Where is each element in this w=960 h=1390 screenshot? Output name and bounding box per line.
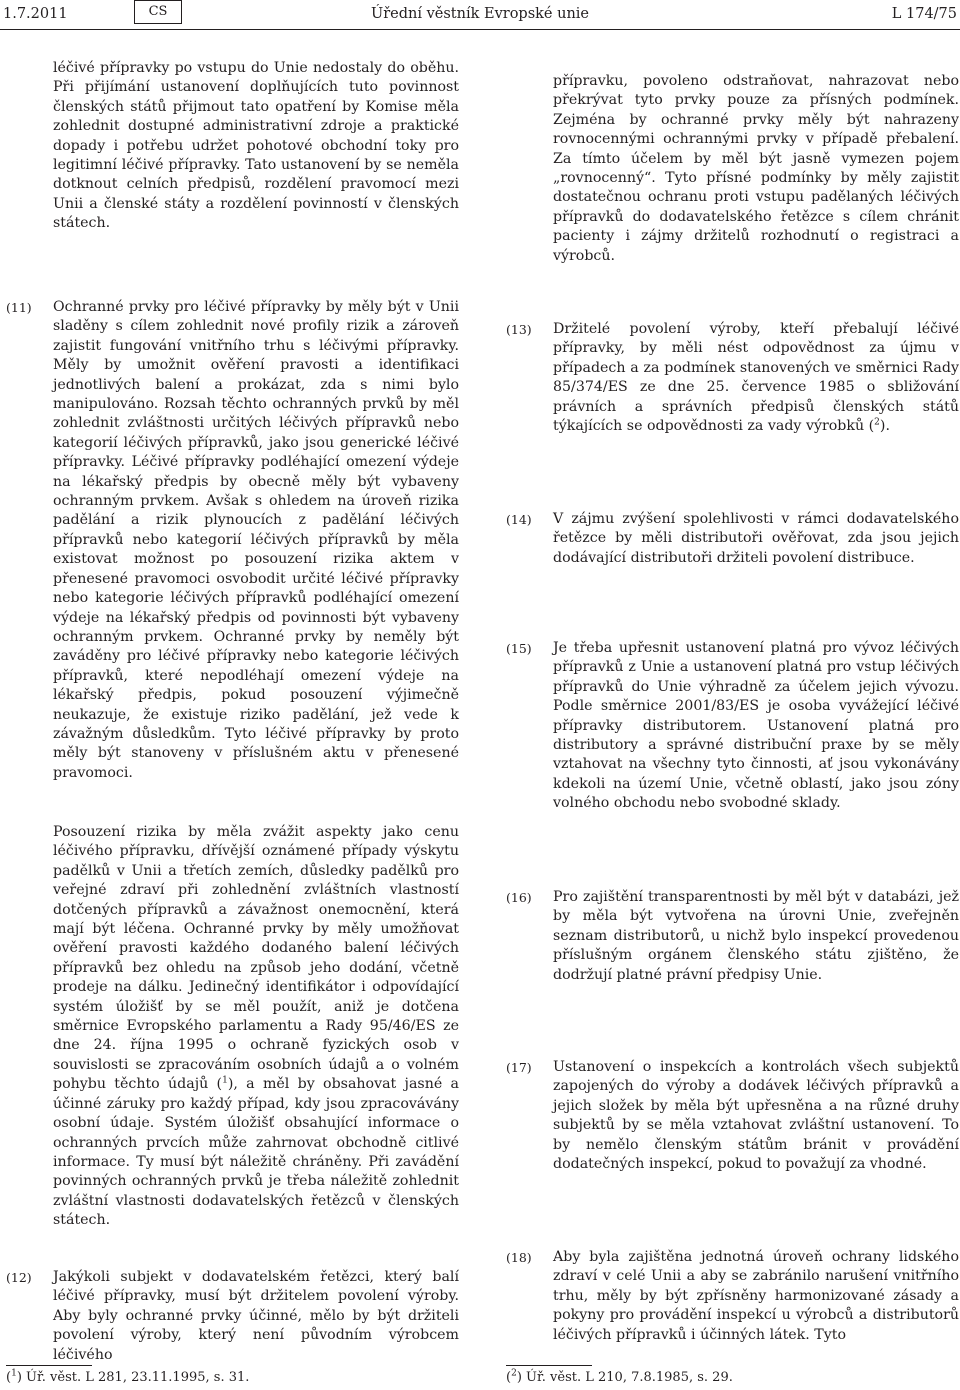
footnote-1-mark: 1 <box>11 1368 17 1379</box>
recital-number-13: (13) <box>506 322 532 337</box>
recital-11-continuation <box>53 823 459 1231</box>
recital-13-part1: Držitelé povolení výroby, kteří přebalují léčivé přípravky, by měli nést odpovědnost za újmu v případech a za podmínek stanovených ve směrnici Rady 85/374/ES ze dne 25. července 1985 o sbližování právních a správních předpisů členských států týkajících se odpovědnosti za vady výrobků ( <box>553 321 959 435</box>
left-continuation-paragraph: léčivé přípravky po vstupu do Unie nedostaly do oběhu. Při přijímání ustanovení doplňujících tuto povinnost členských států přijmout tato opatření by Komise měla zohlednit dostupné administrativní zdroje a praktické dopady i potřebu udržet pohotové obchodní toky pro legitimní léčivé přípravky. Tato ustanovení by se neměla dotknout celních předpisů, rozdělení pravomocí mezi Unii a členské státy a rozdělení povinností v členských státech. <box>53 60 459 232</box>
recital-11-continuation-part2: ), a měl by obsahovat jasné a účinné záruky pro každý případ, kdy jsou zpracovávány osobní údaje. Systém úložišť obsahující informace o ochranných prvcích může zahrnovat obchodně citlivé informace. Ty musí být náležitě chráněny. Při zavádění povinných ochranných prvků je třeba náležitě zohlednit zvláštní vlastnosti dodavatelských řetězců v členských státech. <box>53 1076 459 1229</box>
recital-18-text: Aby byla zajištěna jednotná úroveň ochrany lidského zdraví v celé Unii a aby se zabránilo narušení vnitřního trhu, měly by být zpřísněny harmonizované zásady a pokyny pro provádění inspekcí u výrobců a distributorů léčivých přípravků i účinných látek. Tyto <box>553 1249 959 1343</box>
footnote-1-text: Úř. věst. L 281, 23.11.1995, s. 31. <box>26 1370 250 1385</box>
recital-15-text: Je třeba upřesnit ustanovení platná pro vývoz léčivých přípravků z Unie a ustanovení platná pro vstup léčivých přípravků do Unie výhradně za účelem jejich vývozu. Podle směrnice 2001/83/ES je osoba vyvážející léčivé přípravky distributorem. Ustanovení platná pro distributory a správné distribuční praxe by se měly vztahovat na všechny tyto činnosti, ať jsou vykonávány kdekoli na území Unie, včetně oblastí, jako jsou zóny volného obchodu nebo svobodné sklady. <box>553 640 959 812</box>
recital-number-18: (18) <box>506 1250 532 1265</box>
publication-date: 1.7.2011 <box>3 6 68 22</box>
recital-number-17: (17) <box>506 1060 532 1075</box>
recital-17-text: Ustanovení o inspekcích a kontrolách všech subjektů zapojených do výroby a dodávek léčivých přípravků a jejich složek by měla být upřesněna a na různé druhy subjektů by se měla vztahovat zvláštní ustanovení. To by nemělo členským státům bránit v provádění dodatečných inspekcí, pokud to považují za vhodné. <box>553 1059 959 1173</box>
recital-number-12: (12) <box>6 1270 32 1285</box>
recital-number-16: (16) <box>506 890 532 905</box>
recital-13-part2: ). <box>879 418 890 435</box>
recital-11-text: Ochranné prvky pro léčivé přípravky by měly být v Unii sladěny s cílem zohlednit nové profily rizik a zároveň zajistit fungování vnitřního trhu s léčivými přípravky. Měly by umožnit ověření pravosti a identifikaci jednotlivých balení a prokázat, zda s nimi bylo manipulováno. Rozsah těchto ochranných prvků by měl zohlednit zvláštnosti určitých léčivých přípravků nebo kategorií léčivých přípravků, jako jsou generické léčivé přípravky. Léčivé přípravky podléhající omezení výdeje na lékařský předpis by obecně měly být vybaveny ochranným prvkem. Avšak s ohledem na úroveň rizika padělání a rizik plynoucích z padělání léčivých přípravků nebo kategorií léčivých přípravků by měla existovat možnost po posouzení rizika aktem v přenesené pravomoci osvobodit určité léčivé přípravky nebo kategorie léčivých přípravků podléhající omezení výdeje na lékařský předpis od povinnosti být vybaveny ochranným prvkem. Ochranné prvky by neměly být zaváděny pro léčivé přípravky nebo kategorie léčivých přípravků, které nepodléhají omezení výdeje na lékařský předpis, pokud posouzení výjimečně neukazuje, že existuje riziko padělání, jež vede k závažným důsledkům. Tyto léčivé přípravky by proto měly být stanoveny v příslušném aktu v přenesené pravomoci. <box>53 299 459 781</box>
right-continuation-paragraph: přípravku, povoleno odstraňovat, nahrazovat nebo překrývat tyto prvky pouze za přísných podmínek. Zejména by ochranné prvky měly být nahrazeny rovnocennými ochrannými prvky v případě přebalení. Za tímto účelem by měl být jasně vymezen pojem „rovnocenný“. Tyto přísné podmínky by měly zajistit dostatečnou ochranu proti vstupu padělaných léčivých přípravků do dodavatelského řetězce s cílem chránit pacienty i zájmy držitelů rozhodnutí o registraci a výrobců. <box>553 73 959 264</box>
footnote-ref-1[interactable]: 1 <box>222 1075 228 1086</box>
recital-number-11: (11) <box>6 300 32 315</box>
language-badge: CS <box>134 0 182 24</box>
header-rule <box>0 29 960 30</box>
recital-number-14: (14) <box>506 512 532 527</box>
recital-11-continuation-part1: Posouzení rizika by měla zvážit aspekty jako cenu léčivého přípravku, dřívější oznámené případy výskytu padělků v Unii a třetích zemích, důsledky padělků pro veřejné zdraví při zohlednění zvláštních vlastností dotčených přípravků a závažnost onemocnění, která mají být léčena. Ochranné prvky by měly umožňovat ověření pravosti každého dodaného balení léčivých přípravků bez ohledu na způsob jeho dodání, včetně prodeje na dálku. Jedinečný identifikátor i odpovídající systém úložišť by se měl použít, aniž je dotčena směrnice Evropského parlamentu a Rady 95/46/ES ze dne 24. října 1995 o ochraně fyzických osob v souvislosti se zpracováním osobních údajů a o volném pohybu těchto údajů ( <box>53 824 459 1093</box>
footnote-ref-2[interactable]: 2 <box>874 417 880 428</box>
footnote-2: ($^2$) Úř. věst. L 210, 7.8.1985, s. 29. <box>506 1368 733 1385</box>
recital-14-text: V zájmu zvýšení spolehlivosti v rámci dodavatelského řetězce by měli distributoři ověřovat, zda jsou jejich dodávající distributoři držiteli povolení distribuce. <box>553 511 959 566</box>
right-footnote-rule <box>506 1365 592 1366</box>
left-footnote-rule <box>6 1365 92 1366</box>
footnote-1: ($^1$) Úř. věst. L 281, 23.11.1995, s. 31. <box>6 1368 250 1385</box>
page-header <box>0 0 960 34</box>
footnote-2-text: Úř. věst. L 210, 7.8.1985, s. 29. <box>526 1370 733 1385</box>
journal-title: Úřední věstník Evropské unie <box>370 6 590 22</box>
page-reference: L 174/75 <box>891 6 957 22</box>
recital-16-text: Pro zajištění transparentnosti by měl být v databázi, jež by měla být vytvořena na úrovni Unie, zveřejněn seznam distributorů, u nichž bylo inspekcí provedenou příslušným orgánem členského státu zjištěno, že dodržují platné právní předpisy Unie. <box>553 889 959 983</box>
recital-number-15: (15) <box>506 641 532 656</box>
recital-13-text <box>553 320 959 436</box>
footnote-2-mark: 2 <box>511 1368 517 1379</box>
recital-12-text: Jakýkoli subjekt v dodavatelském řetězci, který balí léčivé přípravky, musí být držitelem povolení výroby. Aby byly ochranné prvky účinné, mělo by být držiteli povolení výroby, který není původním výrobcem léčivého <box>53 1269 459 1363</box>
